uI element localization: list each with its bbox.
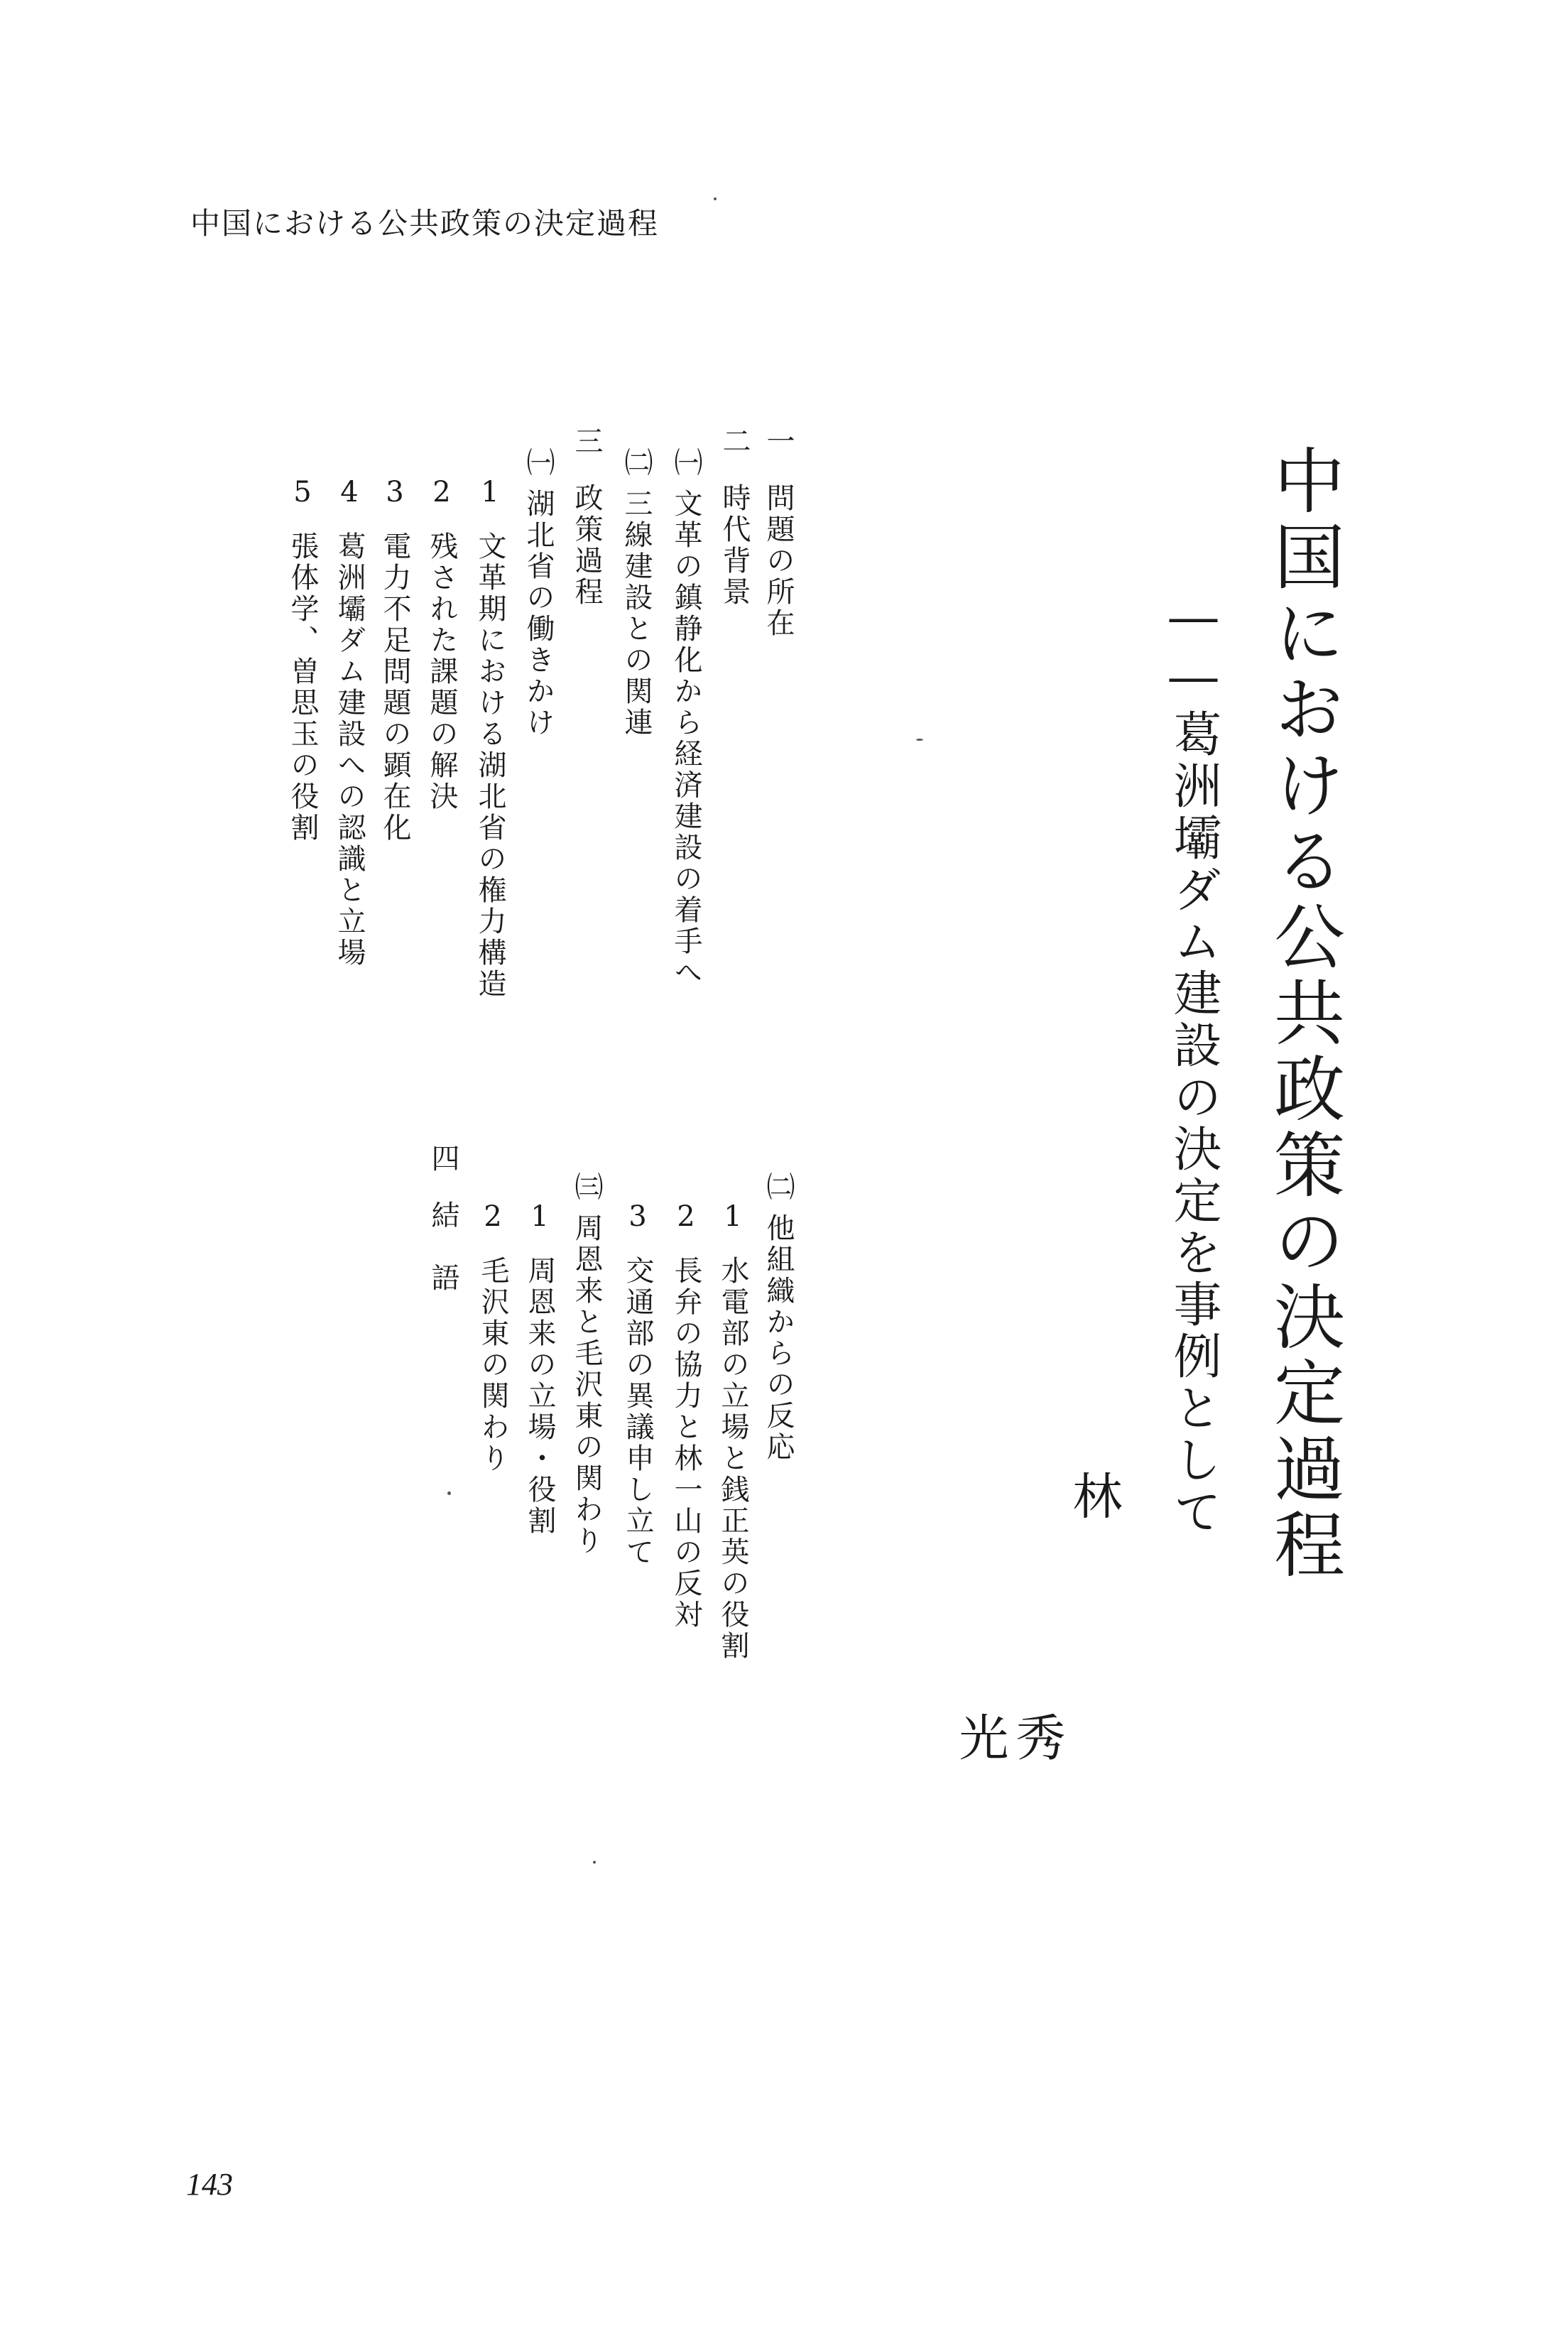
toc-number: ㈡	[762, 1172, 795, 1203]
page-number: 143	[186, 2167, 233, 2202]
toc-item	[474, 1200, 511, 1474]
toc-label: 政策過程	[570, 483, 603, 608]
toc-item	[284, 476, 321, 844]
toc-label: 葛洲壩ダム建設への認識と立場	[333, 531, 366, 969]
author-char: 秀	[1008, 1712, 1066, 1761]
toc-number: ㈢	[570, 1172, 603, 1203]
toc-item	[668, 447, 704, 989]
toc-item	[618, 447, 655, 739]
toc-item	[568, 426, 605, 608]
toc-number: 4	[333, 476, 366, 511]
toc-item	[423, 476, 460, 813]
scan-speck	[447, 1491, 451, 1495]
toc-item	[521, 1200, 558, 1537]
toc-label: 時代背景	[718, 483, 751, 608]
toc-label: 湖北省の働きかけ	[522, 489, 555, 739]
toc-number: 2	[477, 1200, 509, 1236]
toc-number: 二	[718, 426, 751, 457]
toc-item	[472, 476, 508, 1000]
toc-item	[520, 447, 557, 739]
toc-item	[376, 476, 413, 844]
toc-label: 文革の鎮静化から経済建設の着手へ	[670, 489, 702, 989]
toc-item	[716, 426, 753, 608]
toc-label: 電力不足問題の顕在化	[379, 531, 411, 844]
author-char: 光	[951, 1712, 1009, 1761]
toc-label: 残された課題の解決	[425, 531, 458, 813]
toc-item	[568, 1172, 605, 1557]
toc-label: 三線建設との関連	[620, 489, 653, 739]
toc-label: 文革期における湖北省の権力構造	[474, 531, 506, 1000]
toc-item	[425, 1143, 462, 1294]
toc-item	[331, 476, 368, 969]
toc-number: ㈠	[522, 447, 555, 479]
toc-item	[668, 1200, 704, 1631]
toc-number: 一	[762, 426, 795, 457]
toc-label: 交通部の異議申し立て	[621, 1256, 654, 1568]
toc-item	[760, 426, 797, 639]
toc-number: 1	[523, 1200, 556, 1236]
toc-number: 四	[427, 1143, 459, 1175]
toc-number: ㈡	[620, 447, 653, 479]
article-title: 中国における公共政策の決定過程	[1262, 444, 1345, 1584]
article-subtitle: ――葛洲壩ダム建設の決定を事例として	[1165, 589, 1221, 1538]
toc-label: 周恩来の立場・役割	[523, 1256, 556, 1537]
toc-item	[760, 1172, 797, 1463]
toc-number: 2	[670, 1200, 702, 1236]
toc-number: 2	[425, 476, 458, 511]
scan-speck	[593, 1861, 596, 1864]
toc-number: 三	[570, 426, 603, 457]
scan-speck	[916, 739, 923, 741]
toc-number: 5	[286, 476, 319, 511]
toc-label: 他組織からの反応	[762, 1213, 795, 1463]
toc-number: 1	[717, 1200, 749, 1236]
toc-number: ㈠	[670, 447, 702, 479]
author-char: 林	[1065, 1470, 1123, 1520]
toc-number: 1	[474, 476, 506, 511]
toc-label: 毛沢東の関わり	[477, 1256, 509, 1474]
toc-label: 張体学、曽思玉の役割	[286, 531, 319, 844]
toc-item	[619, 1200, 656, 1568]
running-head: 中国における公共政策の決定過程	[190, 206, 660, 241]
toc-label: 問題の所在	[762, 483, 795, 639]
toc-label: 結 語	[427, 1200, 459, 1294]
scan-speck	[714, 197, 717, 200]
toc-label: 長弁の協力と林一山の反対	[670, 1256, 702, 1631]
toc-number: 3	[621, 1200, 654, 1236]
toc-label: 水電部の立場と銭正英の役割	[717, 1256, 749, 1662]
toc-label: 周恩来と毛沢東の関わり	[570, 1213, 603, 1557]
author-name	[952, 1470, 1122, 1761]
toc-item	[714, 1200, 751, 1662]
toc-number: 3	[379, 476, 411, 511]
